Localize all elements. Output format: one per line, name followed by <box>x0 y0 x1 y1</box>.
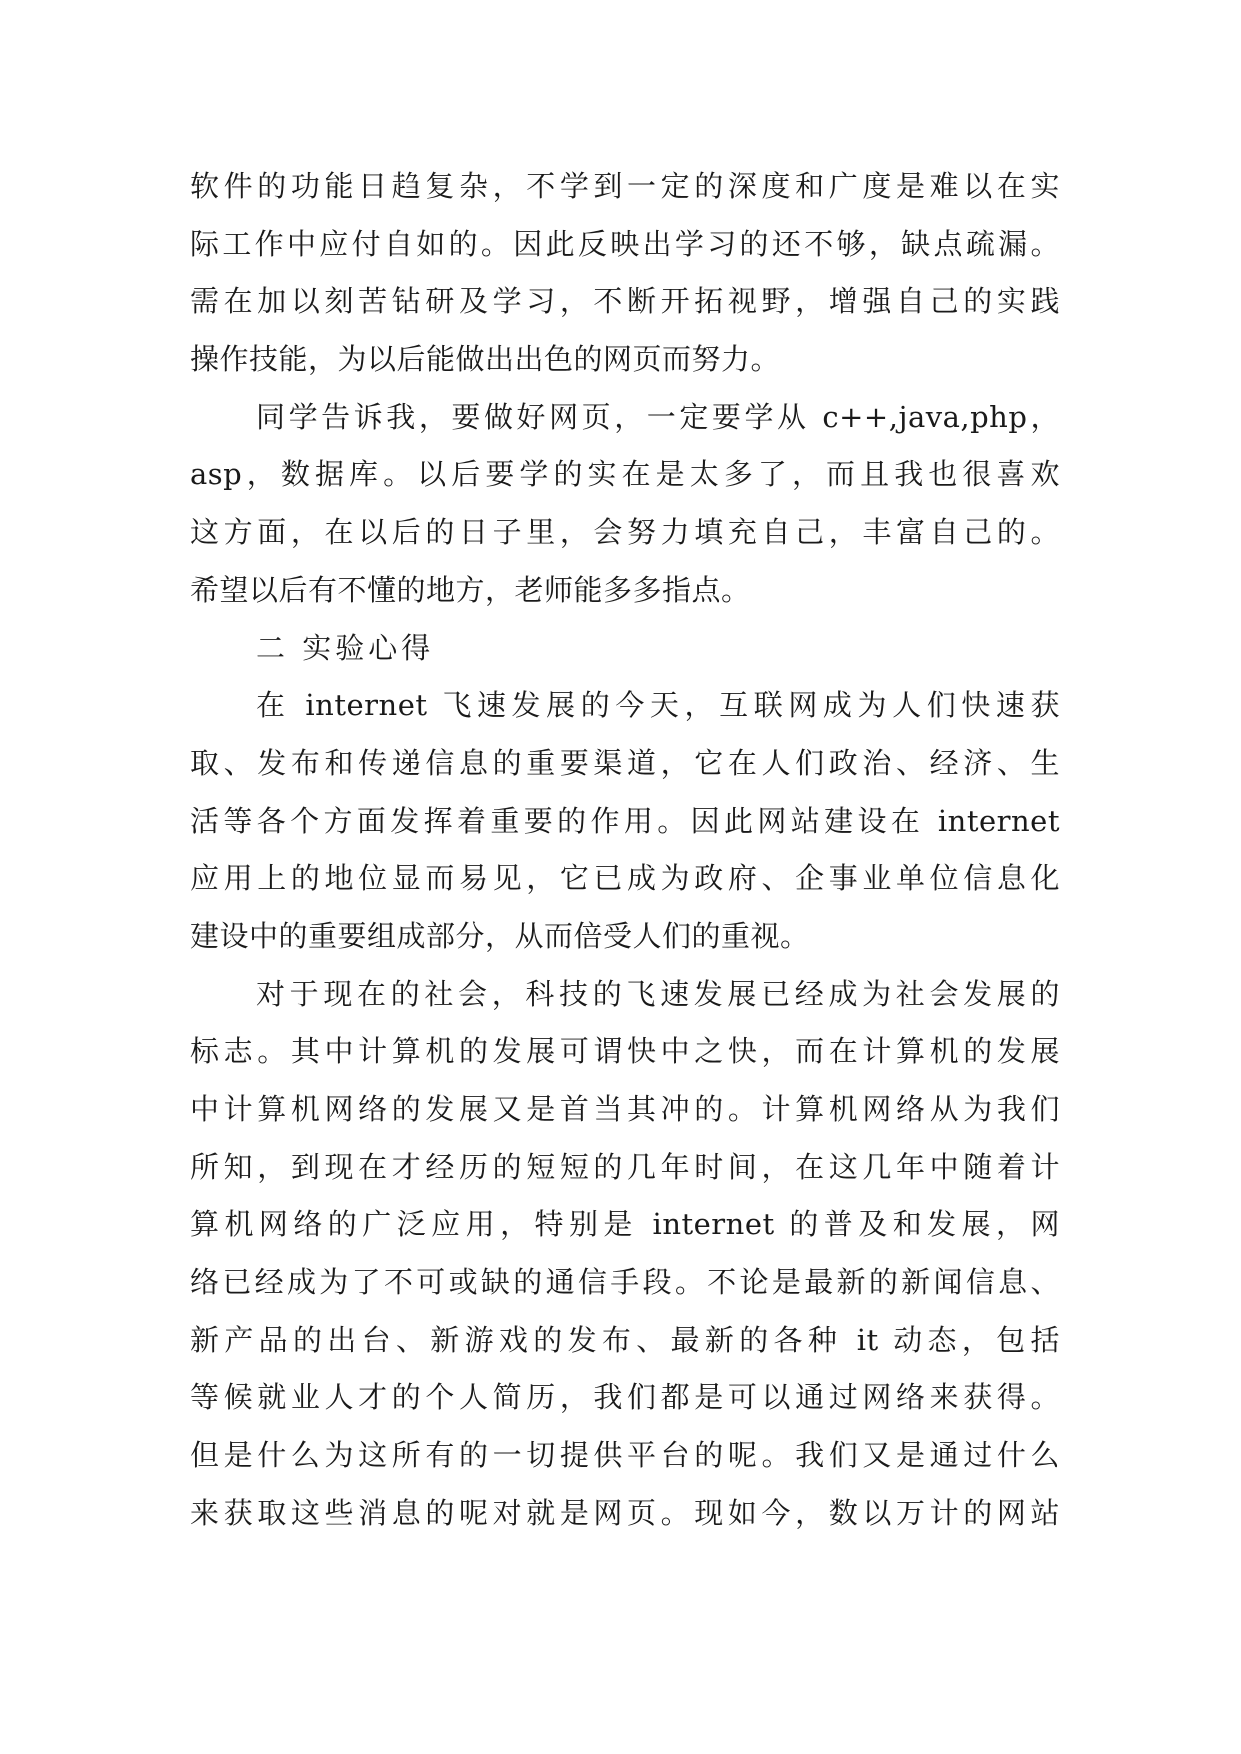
text-line: 但是什么为这所有的一切提供平台的呢。我们又是通过什么 <box>190 1438 1060 1473</box>
text-line: 络已经成为了不可或缺的通信手段。不论是最新的新闻信息、 <box>190 1265 1060 1300</box>
text-line: asp，数据库。以后要学的实在是太多了，而且我也很喜欢 <box>190 457 1060 492</box>
text-line: 等候就业人才的个人简历，我们都是可以通过网络来获得。 <box>190 1380 1060 1415</box>
text-line: 应用上的地位显而易见，它已成为政府、企事业单位信息化 <box>190 861 1060 896</box>
text-line: 取、发布和传递信息的重要渠道，它在人们政治、经济、生 <box>190 745 1060 780</box>
text-line: 同学告诉我，要做好网页，一定要学从 c++,java,php， <box>256 399 1060 434</box>
text-line: 来获取这些消息的呢对就是网页。现如今，数以万计的网站 <box>190 1495 1060 1530</box>
text-line: 中计算机网络的发展又是首当其冲的。计算机网络从为我们 <box>190 1092 1060 1126</box>
text-line: 算机网络的广泛应用，特别是 internet 的普及和发展，网 <box>190 1207 1060 1242</box>
document-body <box>190 158 1060 1543</box>
section-heading: 二 实验心得 <box>256 630 435 665</box>
paragraph <box>190 966 1060 1543</box>
text-line: 软件的功能日趋复杂，不学到一定的深度和广度是难以在实 <box>190 169 1060 203</box>
paragraph <box>190 158 1060 389</box>
text-line: 需在加以刻苦钻研及学习，不断开拓视野，增强自己的实践 <box>190 284 1060 319</box>
text-line: 希望以后有不懂的地方，老师能多多指点。 <box>190 572 751 607</box>
text-line: 在 internet 飞速发展的今天，互联网成为人们快速获 <box>256 688 1060 723</box>
text-line: 新产品的出台、新游戏的发布、最新的各种 it 动态，包括 <box>190 1322 1060 1357</box>
text-line: 活等各个方面发挥着重要的作用。因此网站建设在 internet <box>190 803 1060 838</box>
text-line: 际工作中应付自如的。因此反映出学习的还不够，缺点疏漏。 <box>190 226 1060 261</box>
paragraph <box>190 677 1060 965</box>
text-line: 标志。其中计算机的发展可谓快中之快，而在计算机的发展 <box>190 1034 1060 1069</box>
text-line: 对于现在的社会，科技的飞速发展已经成为社会发展的 <box>256 976 1060 1011</box>
text-line: 所知，到现在才经历的短短的几年时间，在这几年中随着计 <box>190 1149 1060 1184</box>
text-line: 操作技能，为以后能做出出色的网页而努力。 <box>190 342 781 377</box>
text-line: 建设中的重要组成部分，从而倍受人们的重视。 <box>190 918 810 953</box>
paragraph <box>190 389 1060 620</box>
text-line: 这方面，在以后的日子里，会努力填充自己，丰富自己的。 <box>190 515 1060 550</box>
